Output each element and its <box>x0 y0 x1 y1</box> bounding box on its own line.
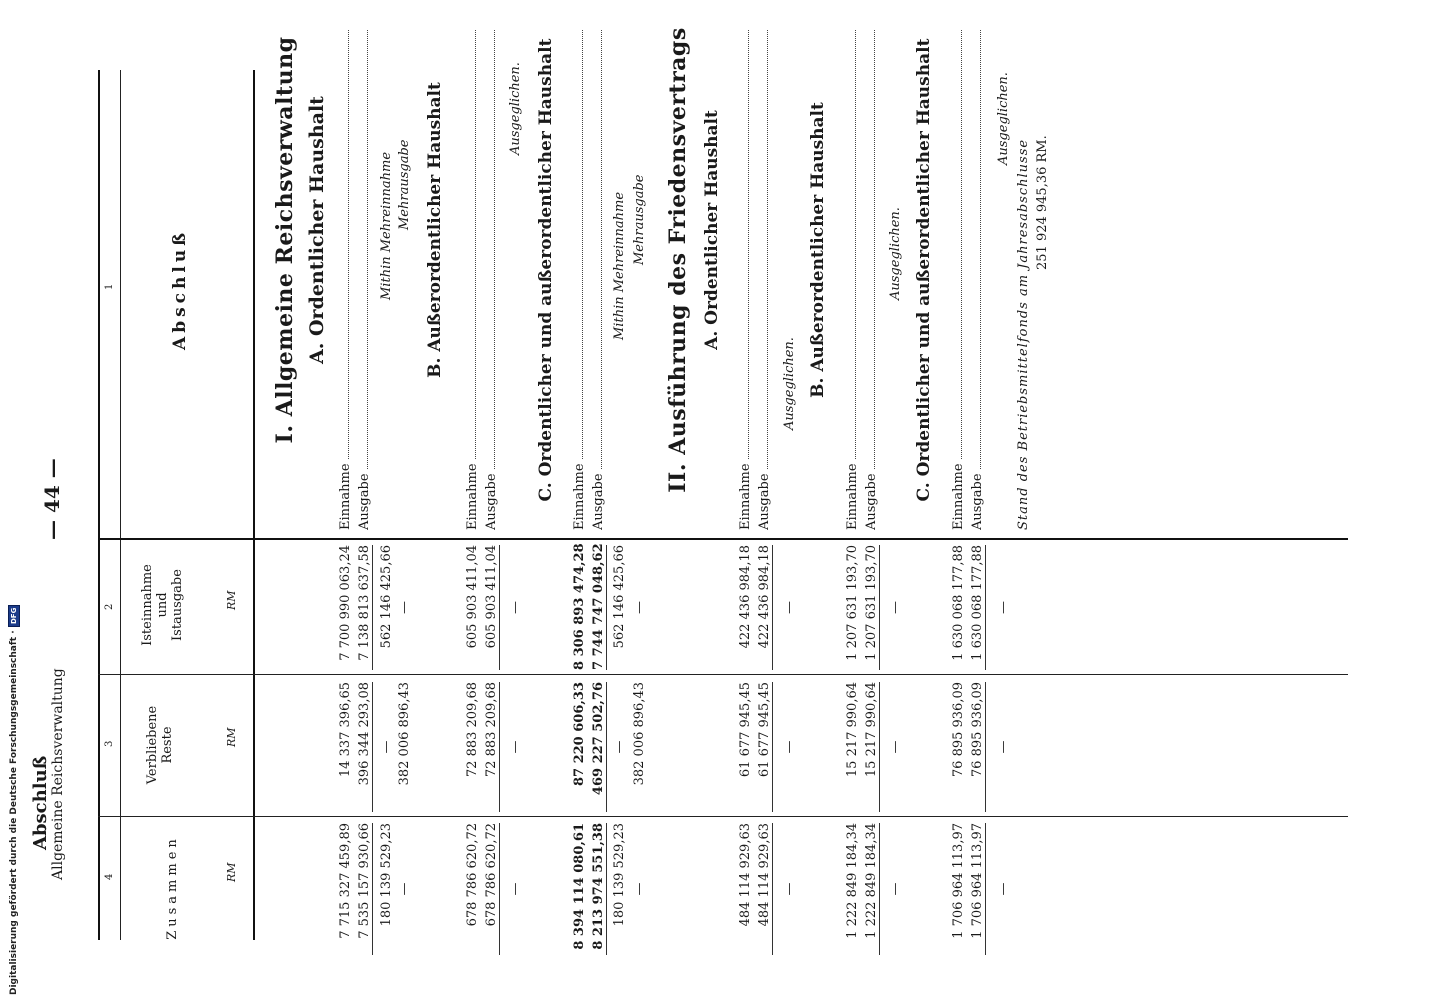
cell-i-b-aus-col3: 72 883 209,68 <box>484 682 500 812</box>
cell-ii-a-aus-col2: 422 436 984,18 <box>757 545 773 670</box>
cell-i-a-mehrein-col2: 562 146 425,66 <box>379 545 394 649</box>
cell-ii-c-aus-col4: 1 706 964 113,97 <box>970 823 986 955</box>
dfg-logo: DFG <box>8 605 20 627</box>
cell-ii-a-aus-col4: 484 114 929,63 <box>757 823 773 955</box>
cell-ii-a-ausg-col4: — <box>782 882 797 896</box>
row-label-i-a-ausgabe: Ausgabe <box>357 30 372 530</box>
cell-i-a-ein-col2: 7 700 990 063,24 <box>338 545 353 661</box>
column-number-2: 2 <box>104 603 115 610</box>
row-label-i-c-ausgabe: Ausgabe <box>591 30 606 530</box>
section-title-ii: II. Ausführung des Friedensvertrags <box>665 27 691 493</box>
column-number-3: 3 <box>104 740 115 747</box>
row-label-i-a-einnahme: Einnahme <box>338 30 353 530</box>
row-label-ii-c-ausgeglichen: Ausgeglichen. <box>996 72 1011 165</box>
footer-fund-value: 251 924 945,36 RM. <box>1035 135 1050 270</box>
cell-i-a-aus-col4: 7 535 157 930,66 <box>357 823 373 955</box>
row-label-ii-b-ausgeglichen: Ausgeglichen. <box>888 207 903 300</box>
row-label-i-b-ausgabe: Ausgabe <box>484 30 499 530</box>
column-divider-1 <box>98 538 1348 540</box>
row-label-ii-b-einnahme: Einnahme <box>845 30 860 530</box>
column-header-abschluss: Abschluß <box>170 228 190 350</box>
cell-i-a-mehraus-col4: — <box>397 882 412 896</box>
cell-ii-c-aus-col3: 76 895 936,09 <box>970 682 986 812</box>
cell-i-a-mehrein-col3: — <box>379 740 394 754</box>
row-label-ii-c-ausgabe: Ausgabe <box>970 30 985 530</box>
page-number: — 44 — <box>40 458 64 540</box>
row-label-i-b-ausgeglichen: Ausgeglichen. <box>508 62 523 155</box>
cell-i-b-ausg-col3: — <box>508 740 523 754</box>
column-number-4: 4 <box>104 873 115 880</box>
cell-ii-c-ausg-col3: — <box>996 740 1011 754</box>
column-header-ist: Isteinnahme und Istausgabe <box>140 564 185 646</box>
cell-i-a-mehraus-col3: 382 006 896,43 <box>397 682 412 786</box>
cell-ii-b-ausg-col4: — <box>888 882 903 896</box>
cell-i-c-ein-col2: 8 306 893 474,28 <box>572 543 587 670</box>
cell-ii-a-ein-col4: 484 114 929,63 <box>738 823 753 927</box>
cell-i-c-mehrein-col4: 180 139 529,23 <box>612 823 627 927</box>
cell-i-b-aus-col4: 678 786 620,72 <box>484 823 500 955</box>
row-label-i-c-mehrausgabe: Mehrausgabe <box>632 174 647 265</box>
row-label-i-c-einnahme: Einnahme <box>572 30 587 530</box>
cell-i-a-ein-col4: 7 715 327 459,89 <box>338 823 353 939</box>
section-title-ii-c: C. Ordentlicher und außerordentlicher Haushalt <box>914 38 934 502</box>
cell-i-b-ausg-col4: — <box>508 882 523 896</box>
header-bottom-rule <box>253 70 255 940</box>
cell-i-a-ein-col3: 14 337 396,65 <box>338 682 353 778</box>
cell-ii-c-ausg-col2: — <box>996 601 1011 614</box>
row-label-ii-c-einnahme: Einnahme <box>951 30 966 530</box>
cell-ii-c-aus-col2: 1 630 068 177,88 <box>970 545 986 670</box>
unit-label-col3: RM <box>225 727 238 747</box>
cell-ii-b-ausg-col3: — <box>888 740 903 754</box>
section-title-i: I. Allgemeine Reichsverwaltung <box>272 36 298 444</box>
header-title: Abschluß <box>30 755 51 850</box>
section-title-ii-a: A. Ordentlicher Haushalt <box>702 110 722 350</box>
cell-i-c-aus-col3: 469 227 502,76 <box>591 682 607 812</box>
section-title-ii-b: B. Außerordentlicher Haushalt <box>808 102 828 398</box>
cell-ii-b-aus-col3: 15 217 990,64 <box>864 682 880 812</box>
column-number-1: 1 <box>104 283 115 290</box>
table-top-rule <box>98 70 100 940</box>
row-label-ii-a-einnahme: Einnahme <box>738 30 753 530</box>
cell-i-a-mehrein-col4: 180 139 529,23 <box>379 823 394 927</box>
cell-ii-b-ausg-col2: — <box>888 601 903 614</box>
cell-ii-a-ein-col2: 422 436 984,18 <box>738 545 753 649</box>
cell-ii-a-ausg-col3: — <box>782 740 797 754</box>
cell-i-c-ein-col4: 8 394 114 080,61 <box>572 823 587 950</box>
cell-i-c-mehrein-col2: 562 146 425,66 <box>612 545 627 649</box>
cell-ii-b-aus-col2: 1 207 631 193,70 <box>864 545 880 670</box>
cell-ii-b-ein-col2: 1 207 631 193,70 <box>845 545 860 661</box>
cell-i-c-aus-col4: 8 213 974 551,38 <box>591 823 607 955</box>
row-label-ii-a-ausgeglichen: Ausgeglichen. <box>782 337 797 430</box>
cell-i-b-ein-col2: 605 903 411,04 <box>465 545 480 649</box>
cell-ii-c-ein-col4: 1 706 964 113,97 <box>951 823 966 939</box>
credit-text: Digitalisierung gefördert durch die Deutsche Forschungsgemeinschaft · <box>9 630 19 995</box>
cell-i-a-mehraus-col2: — <box>397 601 412 614</box>
cell-ii-a-ausg-col2: — <box>782 601 797 614</box>
row-label-ii-b-ausgabe: Ausgabe <box>864 30 879 530</box>
row-label-i-b-einnahme: Einnahme <box>465 30 480 530</box>
row-label-i-c-mehreinnahme: Mithin Mehreinnahme <box>612 191 627 340</box>
cell-i-c-aus-col2: 7 744 747 048,62 <box>591 543 606 670</box>
section-title-i-a: A. Ordentlicher Haushalt <box>306 96 328 364</box>
cell-i-b-ein-col3: 72 883 209,68 <box>465 682 480 778</box>
column-number-rule <box>120 70 121 940</box>
cell-ii-b-aus-col4: 1 222 849 184,34 <box>864 823 880 955</box>
row-label-i-a-mehreinnahme: Mithin Mehreinnahme <box>379 151 394 300</box>
cell-i-a-aus-col2: 7 138 813 637,58 <box>357 545 373 670</box>
column-divider-2 <box>98 674 1348 675</box>
unit-label-col4: RM <box>225 862 238 882</box>
row-label-ii-a-ausgabe: Ausgabe <box>757 30 772 530</box>
column-divider-3 <box>98 816 1348 817</box>
row-label-i-a-mehrausgabe: Mehrausgabe <box>397 139 412 230</box>
cell-ii-a-aus-col3: 61 677 945,45 <box>757 682 773 812</box>
cell-ii-c-ein-col2: 1 630 068 177,88 <box>951 545 966 661</box>
column-header-reste: Verbliebene Reste <box>145 705 175 785</box>
header-subtitle: Allgemeine Reichsverwaltung <box>50 668 66 880</box>
section-title-i-b: B. Außerordentlicher Haushalt <box>425 82 445 378</box>
cell-ii-b-ein-col4: 1 222 849 184,34 <box>845 823 860 939</box>
cell-ii-c-ausg-col4: — <box>996 882 1011 896</box>
digitization-credit <box>4 605 24 995</box>
section-title-i-c: C. Ordentlicher und außerordentlicher Haushalt <box>536 38 556 502</box>
unit-label-col2: RM <box>225 590 238 610</box>
cell-i-c-mehraus-col3: 382 006 896,43 <box>632 682 647 786</box>
cell-ii-b-ein-col3: 15 217 990,64 <box>845 682 860 778</box>
cell-i-c-ein-col3: 87 220 606,33 <box>572 682 587 787</box>
cell-i-b-ausg-col2: — <box>508 601 523 614</box>
cell-i-b-ein-col4: 678 786 620,72 <box>465 823 480 927</box>
cell-ii-a-ein-col3: 61 677 945,45 <box>738 682 753 778</box>
footer-fund-label: Stand des Betriebsmittelfonds am Jahresabschlusse <box>1016 138 1031 530</box>
cell-i-c-mehraus-col4: — <box>632 882 647 896</box>
column-header-zusammen: Zusammen <box>165 835 180 940</box>
cell-ii-c-ein-col3: 76 895 936,09 <box>951 682 966 778</box>
cell-i-c-mehraus-col2: — <box>632 601 647 614</box>
cell-i-a-aus-col3: 396 344 293,08 <box>357 682 373 812</box>
cell-i-b-aus-col2: 605 903 411,04 <box>484 545 500 670</box>
cell-i-c-mehrein-col3: — <box>612 740 627 754</box>
